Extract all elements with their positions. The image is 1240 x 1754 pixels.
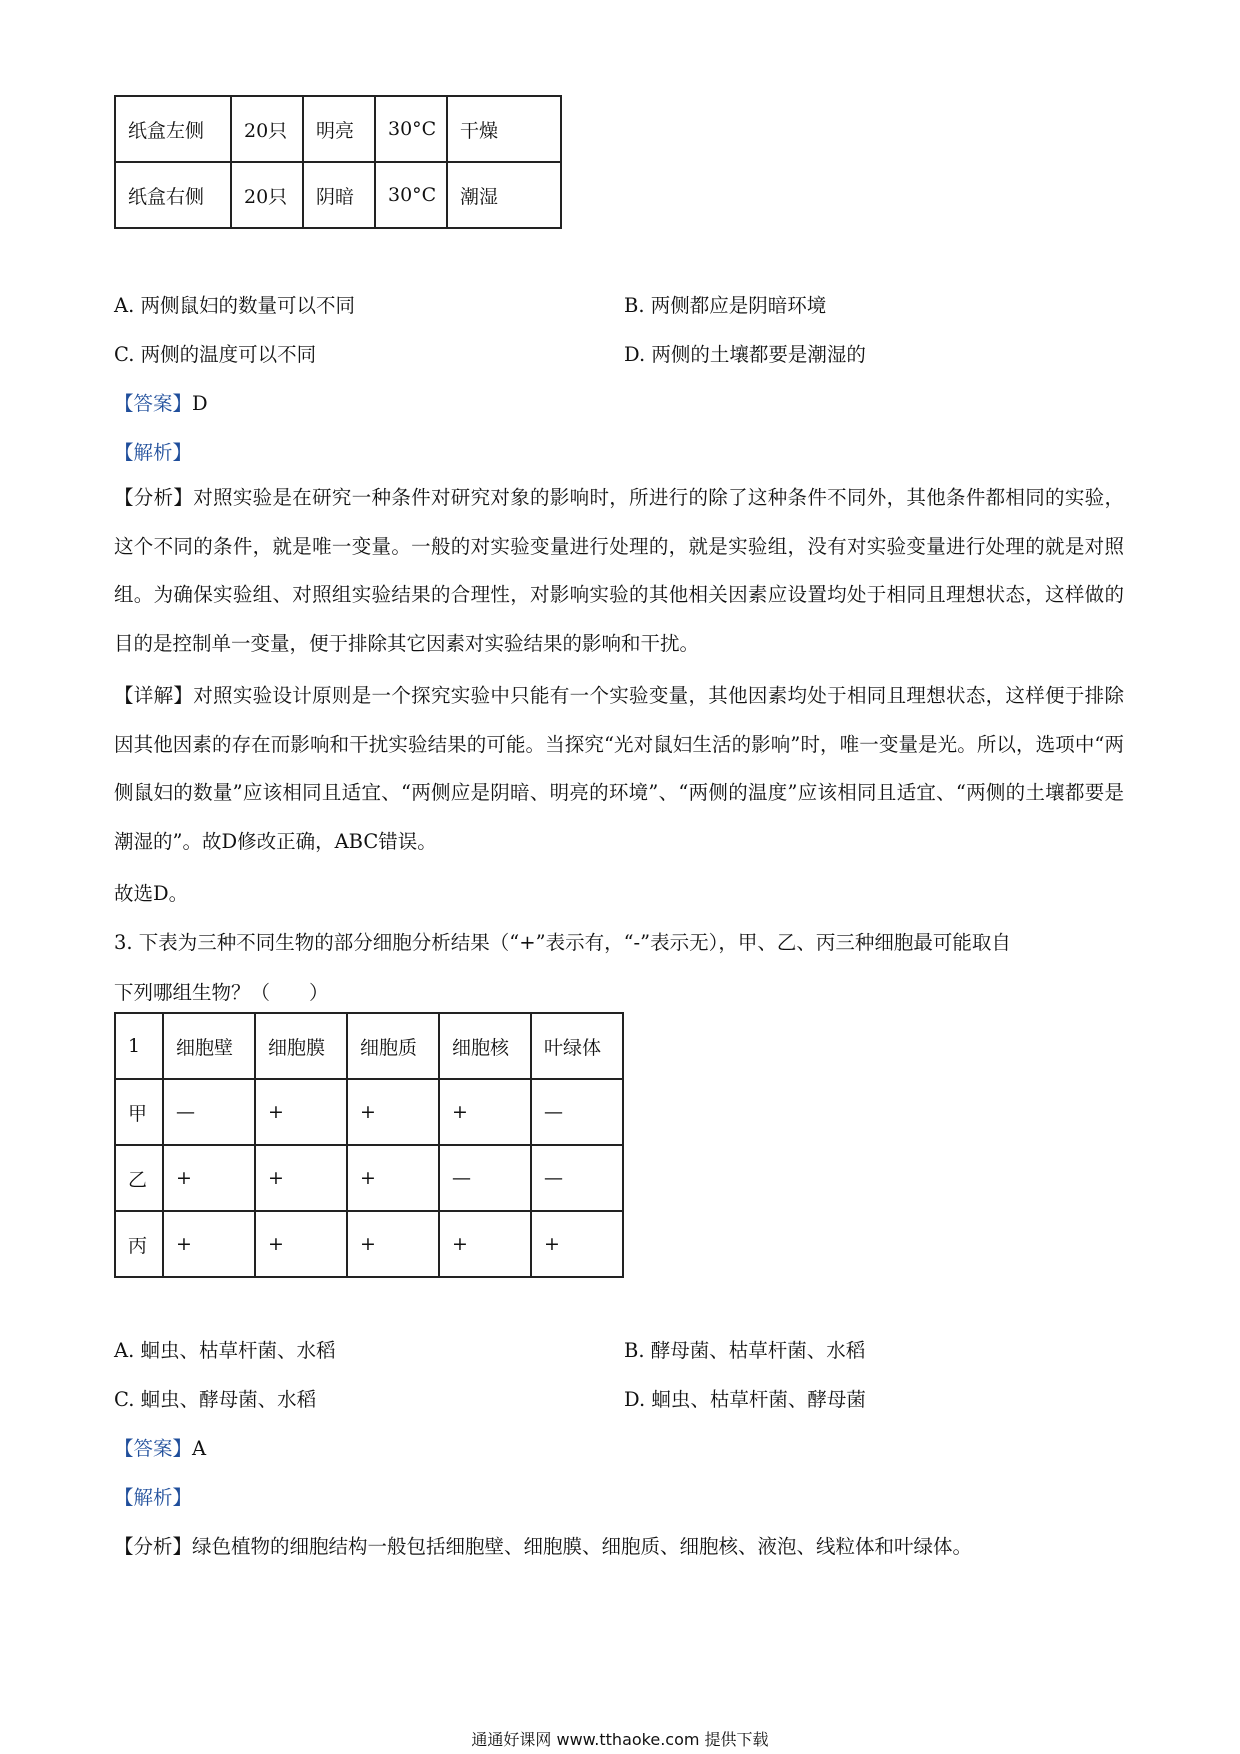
explanation-text: 对照实验设计原则是一个探究实验中只能有一个实验变量，其他因素均处于相同且理想状态，这样便于排除因其他因素的存在而影响和干扰实验结果的可能。当探究“光对鼠妇生活的影响”时，唯一变量是光。所以，选项中“两侧鼠妇的数量”应该相同且适宜、“两侧应是阴暗、明亮的环境”、“两侧的温度”应该相同且适宜、“两侧的土壤都要是潮湿的”。故D修改正确，ABC错误。: [114, 684, 1124, 853]
table-cell: +: [255, 1211, 347, 1277]
q2-conclusion: 故选D。: [114, 882, 189, 905]
q2-option-a: A. 两侧鼠妇的数量可以不同: [114, 294, 355, 317]
answer-tag: 【答案】: [114, 392, 193, 415]
analysis-tag: 【分析】: [114, 486, 194, 509]
table-cell: 20只: [231, 162, 303, 228]
q3-analysis: [114, 1531, 972, 1559]
q3-option-a: A. 蛔虫、枯草杆菌、水稻: [114, 1339, 336, 1362]
table-header-row: [115, 1013, 623, 1079]
table-cell: +: [531, 1211, 623, 1277]
answer-tag: 【答案】: [114, 1437, 193, 1460]
analysis-text: 对照实验是在研究一种条件对研究对象的影响时，所进行的除了这种条件不同外，其他条件都相同的实验，这个不同的条件，就是唯一变量。一般的对实验变量进行处理的，就是实验组，没有对实验变量进行处理的就是对照组。为确保实验组、对照组实验结果的合理性，对影响实验的其他相关因素应设置均处于相同且理想状态，这样做的目的是控制单一变量，便于排除其它因素对实验结果的影响和干扰。: [114, 486, 1124, 655]
table-cell: 纸盒右侧: [115, 162, 231, 228]
table-row: [115, 1211, 623, 1277]
table-cell: 干燥: [447, 96, 561, 162]
table-cell: 阴暗: [303, 162, 375, 228]
table-cell: 30°C: [375, 96, 447, 162]
q3-option-c: C. 蛔虫、酵母菌、水稻: [114, 1388, 317, 1411]
table-cell: +: [255, 1079, 347, 1145]
analysis-tag: 【分析】: [114, 1535, 193, 1558]
q2-option-c: C. 两侧的温度可以不同: [114, 343, 317, 366]
table-cell: —: [531, 1079, 623, 1145]
q3-stem-line-1: 3. 下表为三种不同生物的部分细胞分析结果（“+”表示有，“-”表示无），甲、乙、丙三种细胞最可能取自: [114, 931, 1011, 954]
table-cell: +: [163, 1211, 255, 1277]
table-cell: +: [347, 1211, 439, 1277]
table-light-experiment: [114, 95, 562, 229]
table-header-cell: 细胞壁: [163, 1013, 255, 1079]
table-header-cell: 细胞膜: [255, 1013, 347, 1079]
q2-answer: [114, 388, 208, 416]
table-cell: 20只: [231, 96, 303, 162]
table-cell: 潮湿: [447, 162, 561, 228]
explanation-tag: 【详解】: [114, 684, 194, 707]
table-row: [115, 96, 561, 162]
q3-jiexi-tag: 【解析】: [114, 1486, 193, 1509]
page-footer: 通通好课网 www.tthaoke.com 提供下载: [471, 1730, 769, 1749]
table-row: [115, 1079, 623, 1145]
q3-answer: [114, 1433, 206, 1461]
answer-value: A: [192, 1437, 207, 1460]
table-cell: 丙: [115, 1211, 163, 1277]
table-row: [115, 1145, 623, 1211]
table-cell: +: [439, 1211, 531, 1277]
table-header-cell: 细胞质: [347, 1013, 439, 1079]
table-row: [115, 162, 561, 228]
table-cell: 甲: [115, 1079, 163, 1145]
q2-explanation: [114, 672, 1124, 866]
analysis-text: 绿色植物的细胞结构一般包括细胞壁、细胞膜、细胞质、细胞核、液泡、线粒体和叶绿体。: [192, 1535, 973, 1558]
table-header-cell: 细胞核: [439, 1013, 531, 1079]
table-cell: 纸盒左侧: [115, 96, 231, 162]
q3-option-b: B. 酵母菌、枯草杆菌、水稻: [624, 1339, 866, 1362]
table-cell-structures: [114, 1012, 624, 1278]
q3-stem-line-2: 下列哪组生物？（ ）: [114, 981, 329, 1004]
table-cell: +: [163, 1145, 255, 1211]
q2-option-d: D. 两侧的土壤都要是潮湿的: [624, 343, 866, 366]
table-cell: +: [347, 1079, 439, 1145]
table-cell: 乙: [115, 1145, 163, 1211]
table-header-cell: 1: [115, 1013, 163, 1079]
q2-analysis: [114, 474, 1124, 668]
table-cell: —: [531, 1145, 623, 1211]
table-cell: +: [255, 1145, 347, 1211]
table-cell: —: [163, 1079, 255, 1145]
q2-jiexi-tag: 【解析】: [114, 441, 193, 464]
table-header-cell: 叶绿体: [531, 1013, 623, 1079]
table-cell: 30°C: [375, 162, 447, 228]
table-cell: +: [347, 1145, 439, 1211]
table-cell: 明亮: [303, 96, 375, 162]
answer-value: D: [192, 392, 208, 415]
table-cell: —: [439, 1145, 531, 1211]
q2-option-b: B. 两侧都应是阴暗环境: [624, 294, 827, 317]
q3-option-d: D. 蛔虫、枯草杆菌、酵母菌: [624, 1388, 866, 1411]
table-cell: +: [439, 1079, 531, 1145]
